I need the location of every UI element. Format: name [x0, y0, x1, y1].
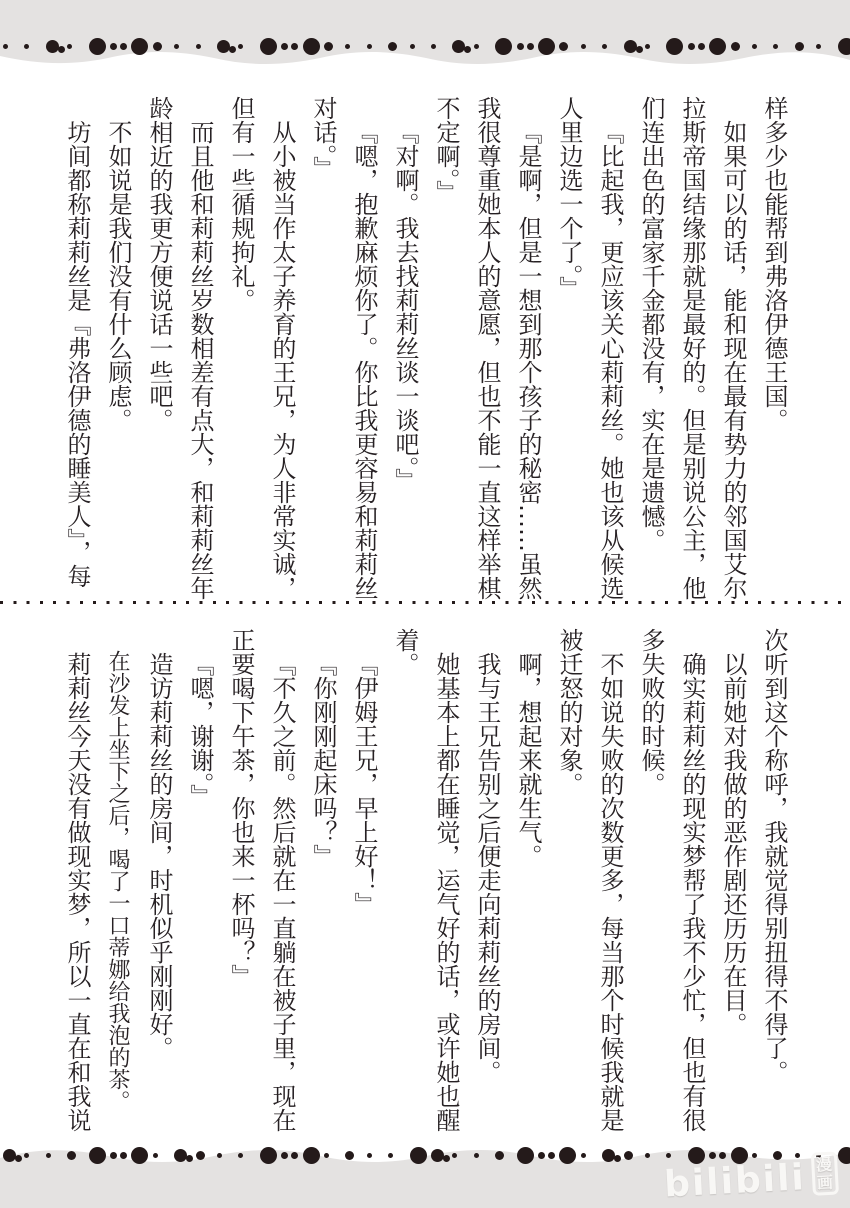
text-line: 确实莉莉丝的现实梦帮了我不少忙，但也有很	[678, 652, 706, 1132]
decorative-dot	[731, 42, 740, 51]
text-line: 不如说失败的次数更多，每当那个时候我就是	[596, 652, 624, 1132]
decorative-dot	[131, 1147, 148, 1164]
text-line: 『嗯，抱歉麻烦你了。你比我更容易和莉莉丝	[350, 120, 378, 600]
decorative-dot	[110, 43, 117, 50]
decorative-dot	[24, 1153, 29, 1158]
decorative-dot	[538, 1152, 545, 1159]
text-line: 但有一些循规拘礼。	[227, 96, 255, 312]
decorative-dot	[238, 44, 243, 49]
text-line: 龄相近的我更方便说话一些吧。	[145, 96, 173, 432]
decorative-dot	[431, 1149, 444, 1162]
decorative-dot	[217, 1153, 222, 1158]
text-line: 从小被当作太子养育的王兄，为人非常实诚，	[268, 120, 296, 600]
decorative-dot	[838, 1147, 850, 1164]
decorative-dot	[281, 1152, 288, 1159]
decorative-dot	[3, 44, 8, 49]
decorative-dot	[174, 1149, 187, 1162]
decorative-dot	[559, 1147, 576, 1164]
decorative-dot	[303, 1147, 320, 1164]
text-line: 她基本上都在睡觉，运气好的话，或许她也醒	[432, 652, 460, 1132]
decorative-dot	[474, 44, 479, 49]
decorative-dot	[452, 1153, 457, 1158]
decorative-dot	[838, 38, 850, 55]
text-line: 莉莉丝今天没有做现实梦，所以一直在和我说	[63, 652, 91, 1132]
text-line: 我很尊重她本人的意愿，但也不能一直这样举棋	[473, 96, 501, 600]
decorative-dot	[581, 44, 586, 49]
text-line: 在沙发上坐下之后，喝了一口蒂娜给我泡的茶。	[105, 650, 130, 1112]
text-line: 们连出色的富家千金都没有，实在是遗憾。	[637, 96, 665, 552]
decorative-dot	[752, 44, 757, 49]
decorative-dot	[388, 42, 397, 51]
bilibili-logo: bilibili	[663, 1157, 808, 1206]
decorative-dot	[67, 44, 72, 49]
decorative-dot	[324, 42, 333, 51]
decorative-dot	[345, 44, 350, 49]
decorative-dot	[645, 1153, 650, 1158]
decorative-dot	[709, 38, 726, 55]
manhua-badge	[811, 1151, 839, 1195]
decorative-dot	[260, 1147, 277, 1164]
text-line: 我与王兄告别之后便走向莉莉丝的房间。	[473, 652, 501, 1084]
decorative-dot	[46, 1153, 51, 1158]
decorative-dot	[89, 38, 106, 55]
text-line: 『对啊。我去找莉莉丝谈一谈吧。』	[391, 120, 419, 492]
text-line: 『嗯，谢谢。』	[186, 652, 214, 808]
decorative-dot	[196, 1151, 205, 1160]
decorative-dot	[3, 1149, 16, 1162]
text-line: 啊，想起来就生气。	[514, 652, 542, 868]
decorative-dot	[688, 43, 695, 50]
text-line: 对话。』	[309, 96, 337, 180]
decorative-dot	[324, 1153, 329, 1158]
decorative-dot	[24, 44, 29, 49]
text-line: 被迁怒的对象。	[555, 628, 583, 796]
decorative-dot	[624, 40, 637, 53]
decorative-dot	[67, 1151, 76, 1160]
decorative-dot	[666, 1153, 671, 1158]
text-line: 拉斯帝国结缘那就是最好的。但是别说公主，他	[678, 96, 706, 600]
badge-char: 漫	[815, 1154, 833, 1175]
text-line: 样多少也能帮到弗洛伊德王国。	[760, 96, 788, 432]
text-line: 而且他和莉莉丝岁数相差有点大，和莉莉丝年	[186, 120, 214, 600]
decorative-dot	[367, 1153, 372, 1158]
text-line: 人里边选一个了。』	[555, 96, 583, 300]
decorative-dot	[260, 38, 277, 55]
decorative-dot	[89, 1147, 106, 1164]
dotted-divider	[0, 601, 850, 604]
text-line: 不如说是我们没有什么顾虑。	[104, 120, 132, 432]
decorative-dot	[474, 1153, 479, 1158]
badge-char: 画	[816, 1172, 834, 1193]
decorative-dot	[281, 43, 288, 50]
text-line: 『是啊，但是一想到那个孩子的秘密……虽然	[514, 120, 542, 600]
decorative-dot	[345, 1151, 354, 1160]
decorative-dot	[46, 40, 59, 53]
decorative-dot	[153, 42, 162, 51]
text-block-bottom	[52, 628, 794, 1142]
bilibili-manga-watermark	[663, 1151, 839, 1206]
decorative-dot	[388, 1153, 393, 1158]
decorative-dot	[559, 42, 568, 51]
decorative-dot	[495, 1151, 504, 1160]
decorative-dot	[538, 38, 555, 55]
text-line: 多失败的时候。	[637, 628, 665, 796]
decorative-dot	[410, 44, 415, 49]
decorative-dot	[795, 42, 804, 51]
decorative-dot	[581, 1153, 586, 1158]
decorative-dot	[624, 1151, 633, 1160]
text-line: 造访莉莉丝的房间，时机似乎刚刚好。	[145, 652, 173, 1060]
text-line: 『伊姆王兄，早上好！』	[350, 652, 378, 916]
decorative-dot	[367, 44, 372, 49]
text-block-top	[52, 96, 794, 610]
decorative-dot	[153, 1153, 158, 1158]
text-line: 『比起我，更应该关心莉莉丝。她也该从候选	[596, 120, 624, 600]
decorative-dot	[602, 1149, 615, 1162]
text-line: 次听到这个称呼，我就觉得别扭得不得了。	[760, 628, 788, 1084]
text-line: 『你刚刚起床吗？』	[309, 652, 337, 868]
decorative-dot	[452, 40, 465, 53]
text-line: 不定啊。』	[432, 96, 460, 204]
decorative-dot	[431, 44, 436, 49]
decorative-dot	[517, 1147, 534, 1164]
top-decoration-band	[0, 0, 850, 78]
decorative-dot	[602, 44, 607, 49]
decorative-dot	[517, 43, 524, 50]
text-line: 『不久之前。然后就在一直躺在被子里，现在	[268, 652, 296, 1132]
decorative-dot	[196, 44, 201, 49]
decorative-dot	[217, 40, 230, 53]
decorative-dot	[773, 44, 778, 49]
decorative-dot	[495, 38, 512, 55]
decorative-dot	[410, 1147, 427, 1164]
decorative-dot	[110, 1152, 117, 1159]
decorative-dot	[666, 38, 683, 55]
decorative-dot	[238, 1153, 243, 1158]
text-line: 以前她对我做的恶作剧还历历在目。	[719, 652, 747, 1036]
decorative-dot	[174, 44, 179, 49]
decorative-dot	[816, 44, 821, 49]
decorative-dot	[645, 44, 650, 49]
decorative-dot	[131, 38, 148, 55]
decorative-dot	[303, 38, 320, 55]
text-line: 坊间都称莉莉丝是『弗洛伊德的睡美人』，每	[63, 120, 91, 588]
text-line: 如果可以的话，能和现在最有势力的邻国艾尔	[719, 120, 747, 600]
text-line: 正要喝下午茶，你也来一杯吗？』	[227, 628, 255, 988]
text-line: 着。	[391, 628, 419, 676]
bottom-decoration-band	[0, 1144, 850, 1208]
